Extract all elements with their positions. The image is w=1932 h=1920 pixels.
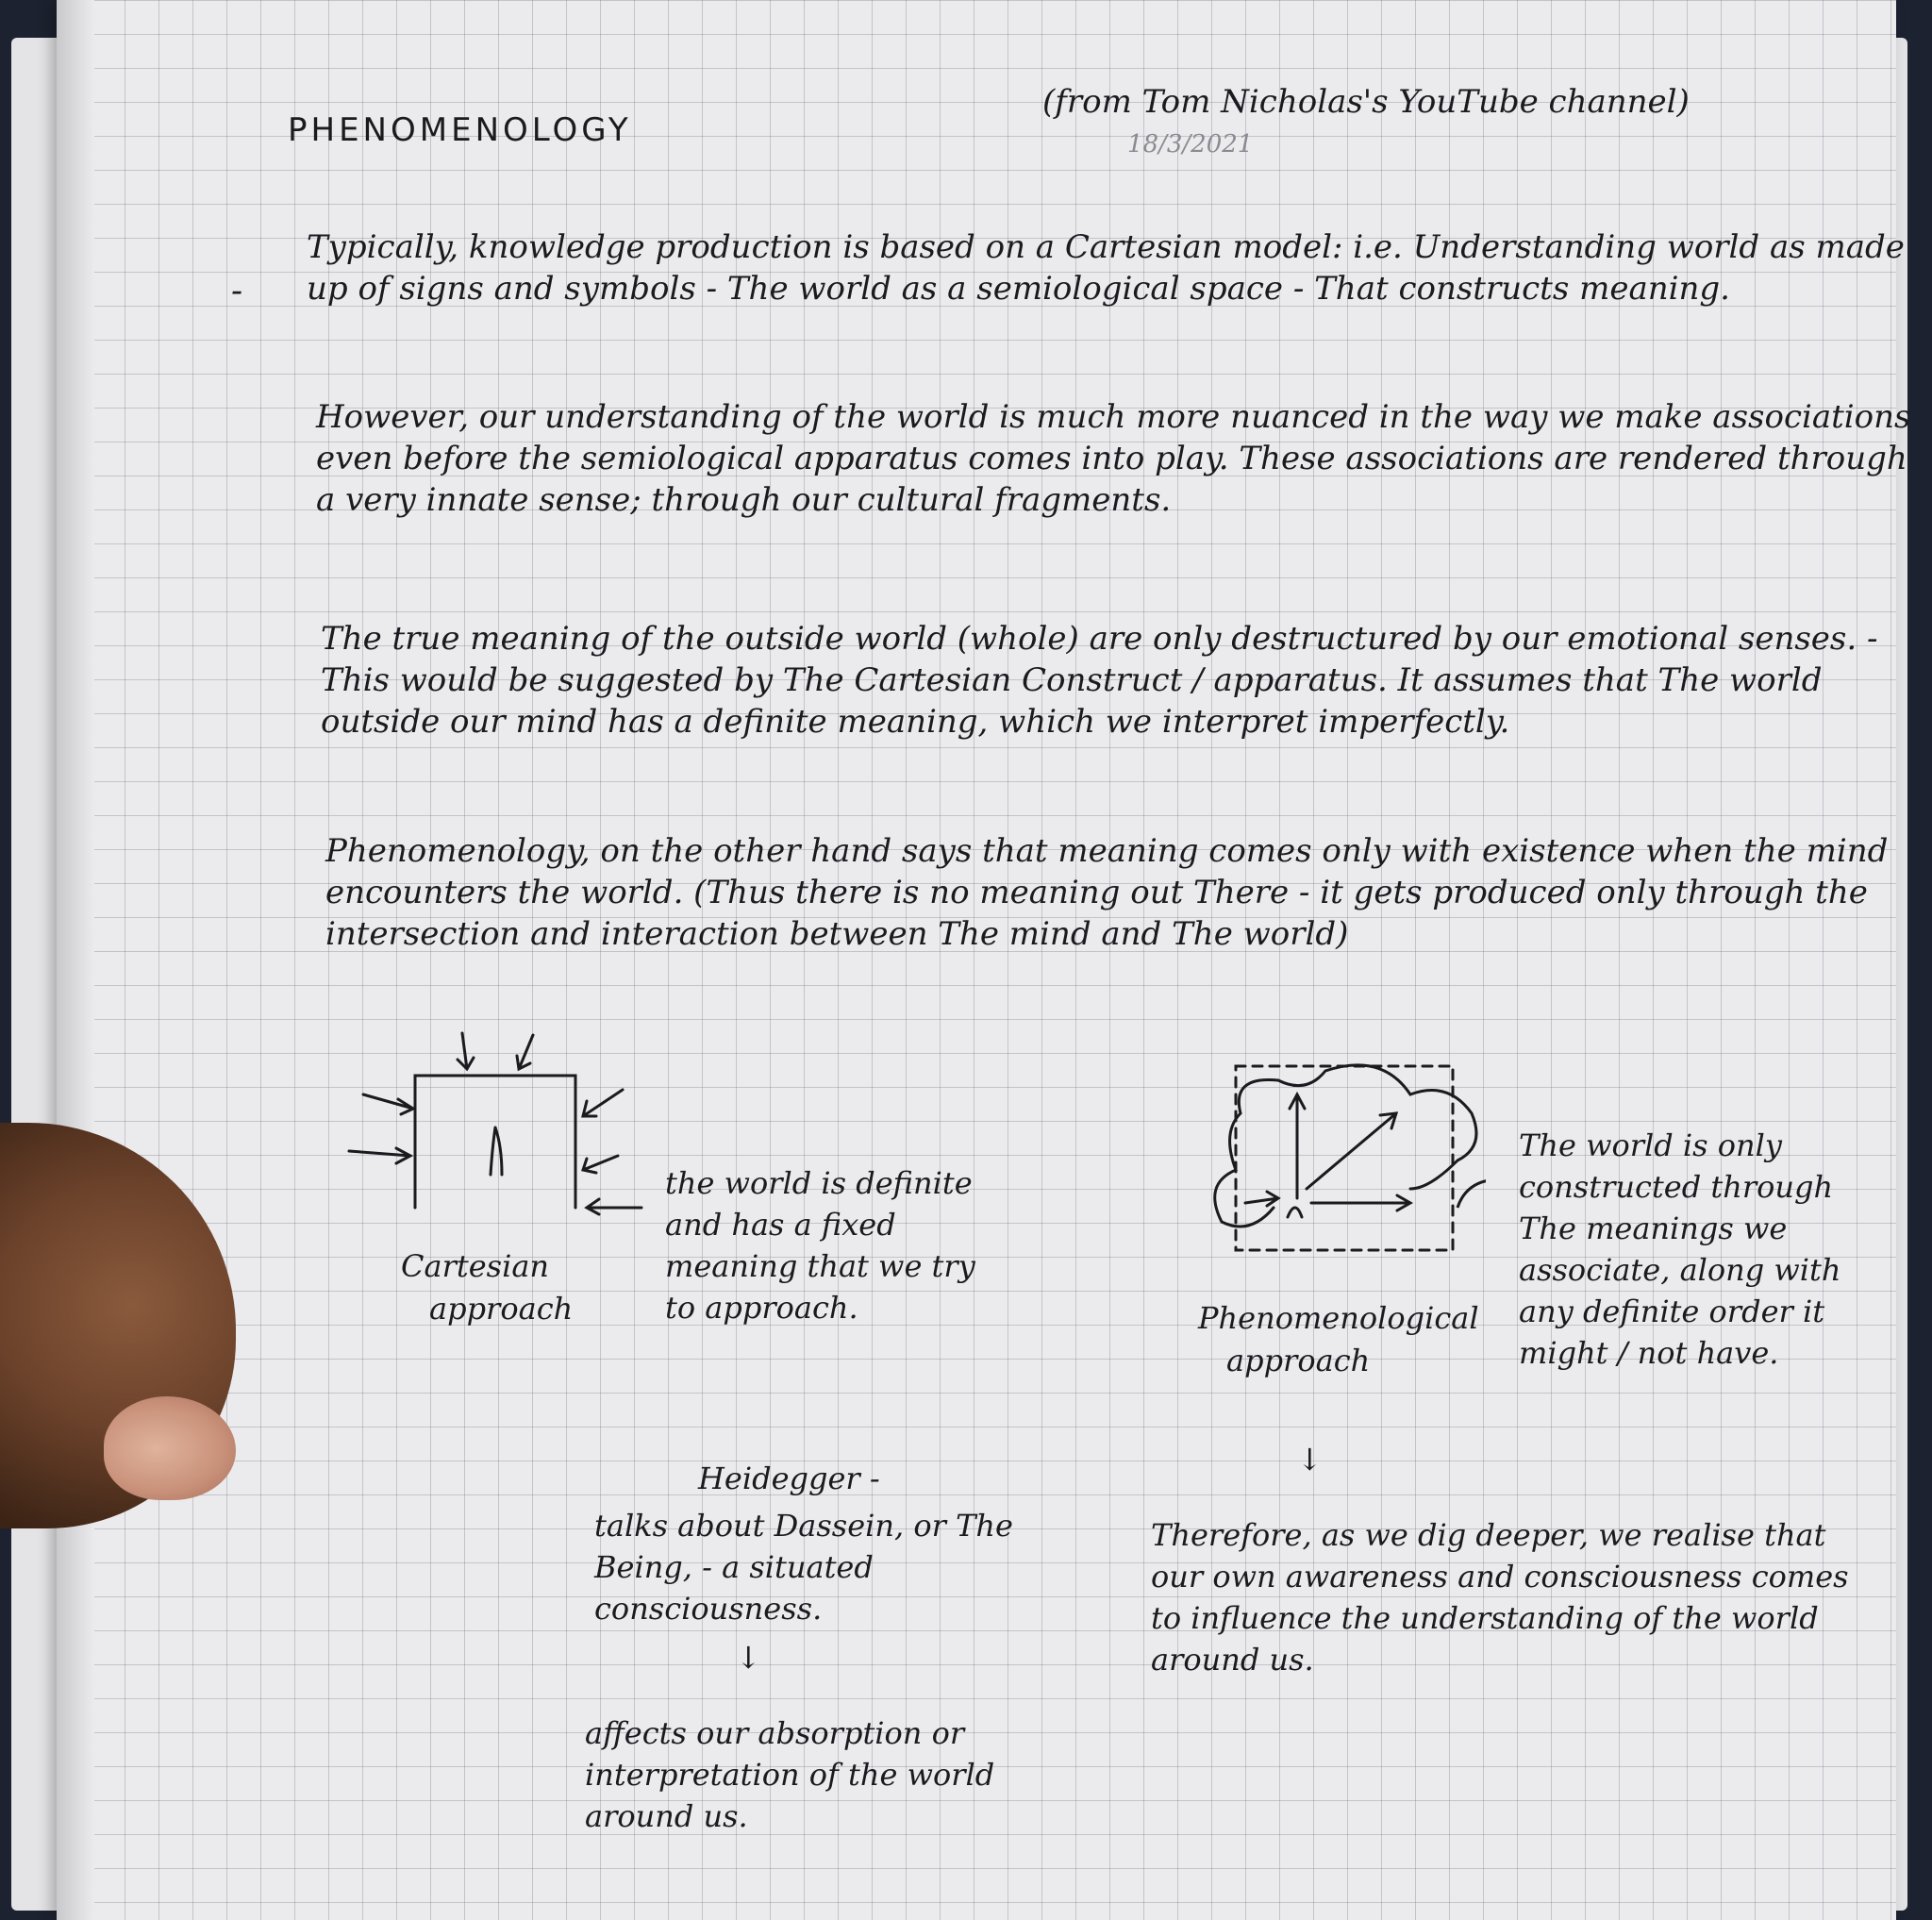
source-note: (from Tom Nicholas's YouTube channel) bbox=[1042, 83, 1690, 121]
heidegger-text: talks about Dassein, or The Being, - a situated consciousness. bbox=[594, 1508, 1013, 1627]
page-title: PHENOMENOLOGY bbox=[288, 111, 632, 149]
heidegger-effect: affects our absorption or interpretation of the world around us. bbox=[585, 1715, 995, 1834]
paragraph-cartesian-model: Typically, knowledge production is based on a Cartesian model: i.e. Understanding world as made up of signs and symbols - The world as a semiological space - That constructs meaning. bbox=[307, 228, 1905, 308]
phenomenological-note: The world is only constructed through The meanings we associate, along with any definite order it might / not have. bbox=[1519, 1127, 1841, 1371]
phenomenological-conclusion: Therefore, as we dig deeper, we realise that our own awareness and consciousness comes to influence the understanding of the world around us. bbox=[1151, 1517, 1849, 1678]
cartesian-label-line1: Cartesian bbox=[401, 1248, 549, 1284]
phenomenological-label-line2: approach bbox=[1226, 1343, 1371, 1378]
bullet-dash: - bbox=[231, 272, 243, 310]
thumbnail bbox=[104, 1396, 236, 1500]
paragraph-true-meaning: The true meaning of the outside world (whole) are only destructured by our emotional senses. - This would be suggested by The Cartesian Construct / apparatus. It assumes that The world outside our mind has a definite meaning, which we interpret imperfectly. bbox=[321, 620, 1878, 741]
heidegger-arrow: ↓ bbox=[736, 1640, 761, 1676]
phenomenological-arrow: ↓ bbox=[1297, 1442, 1323, 1478]
cartesian-diagram bbox=[340, 1024, 660, 1222]
cartesian-note: the world is definite and has a fixed meaning that we try to approach. bbox=[665, 1165, 975, 1326]
phenomenological-label-line1: Phenomenological bbox=[1198, 1300, 1479, 1336]
heidegger-heading: Heidegger - bbox=[698, 1461, 880, 1496]
date-note: 18/3/2021 bbox=[1127, 130, 1254, 159]
cartesian-label-line2: approach bbox=[429, 1291, 574, 1327]
paragraph-nuanced-understanding: However, our understanding of the world is much more nuanced in the way we make associations even before the semiological apparatus comes into play. These associations are rendered through a very innate sense; through our cultural fragments. bbox=[316, 398, 1911, 519]
phenomenological-diagram bbox=[1184, 1057, 1486, 1264]
paragraph-phenomenology: Phenomenology, on the other hand says that meaning comes only with existence when the mind encounters the world. (Thus there is no meaning out There - it gets produced only through the intersection and interaction between The mind and The world) bbox=[325, 832, 1889, 953]
page-edge bbox=[57, 0, 94, 1920]
